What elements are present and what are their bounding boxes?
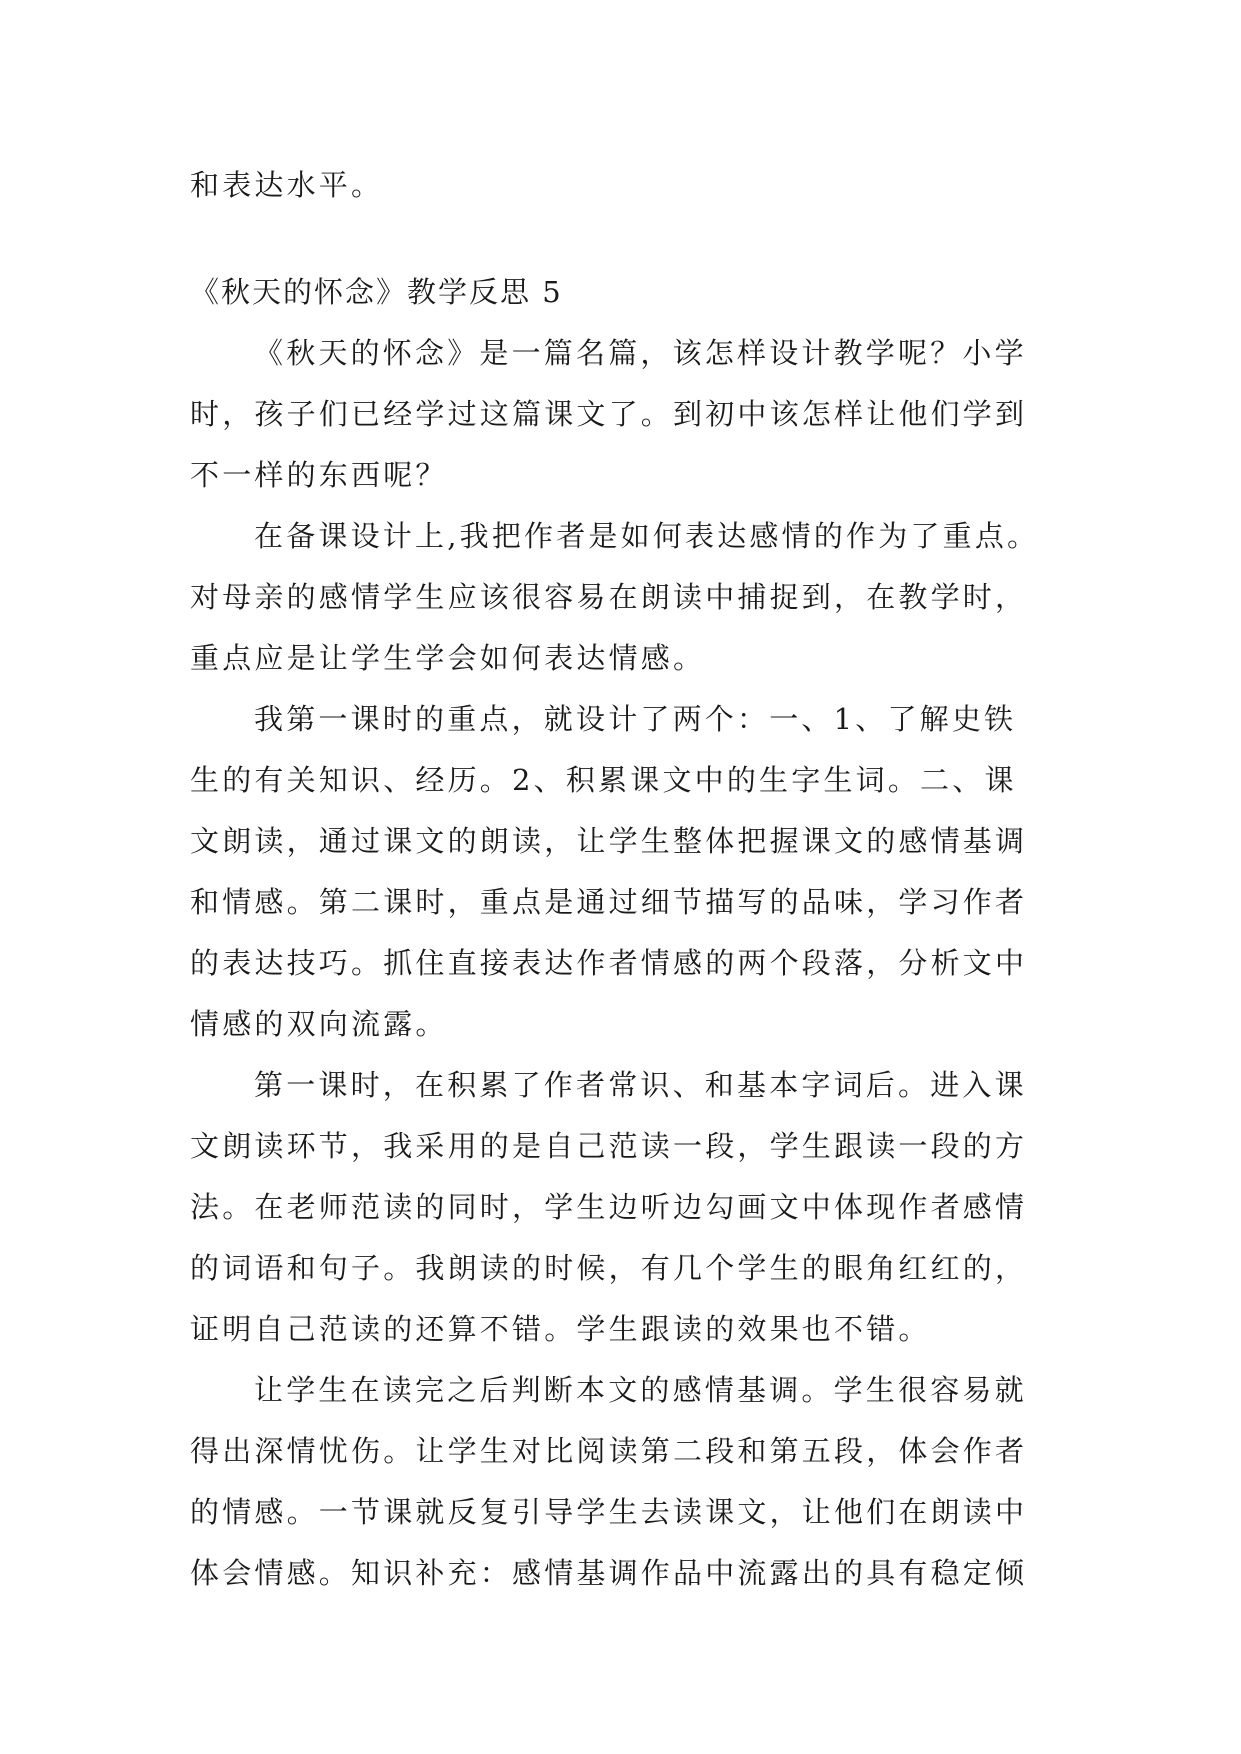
paragraph-line: 的词语和句子。我朗读的时候，有几个学生的眼角红红的， (190, 1251, 1028, 1285)
paragraph-line: 时，孩子们已经学过这篇课文了。到初中该怎样让他们学到 (190, 397, 1028, 431)
paragraph-line: 第一课时，在积累了作者常识、和基本字词后。进入课 (254, 1068, 1027, 1102)
paragraph-line: 得出深情忧伤。让学生对比阅读第二段和第五段，体会作者 (190, 1434, 1028, 1468)
paragraph-line: 对母亲的感情学生应该很容易在朗读中捕捉到，在教学时， (190, 580, 1028, 614)
document-page (190, 155, 1060, 1604)
paragraph-line: 我第一课时的重点，就设计了两个：一、1、了解史铁 (254, 702, 1017, 736)
paragraph-line: 让学生在读完之后判断本文的感情基调。学生很容易就 (254, 1373, 1027, 1407)
paragraph-3 (190, 689, 1060, 1055)
paragraph-line: 生的有关知识、经历。2、积累课文中的生字生词。二、课 (190, 763, 1017, 797)
paragraph-line: 文朗读，通过课文的朗读，让学生整体把握课文的感情基调 (190, 824, 1028, 858)
paragraph-line: 情感的双向流露。 (190, 1007, 448, 1041)
paragraph-line: 不一样的东西呢？ (190, 458, 448, 492)
paragraph-line: 法。在老师范读的同时，学生边听边勾画文中体现作者感情 (190, 1190, 1028, 1224)
paragraph-5 (190, 1360, 1060, 1604)
paragraph-line: 《秋天的怀念》是一篇名篇，该怎样设计教学呢？小学 (254, 336, 1027, 370)
paragraph-line: 和情感。第二课时，重点是通过细节描写的品味，学习作者 (190, 885, 1028, 919)
paragraph-line: 证明自己范读的还算不错。学生跟读的效果也不错。 (190, 1312, 931, 1346)
paragraph-2 (190, 506, 1060, 689)
section-spacer (190, 216, 1060, 262)
paragraph-line: 文朗读环节，我采用的是自己范读一段，学生跟读一段的方 (190, 1129, 1028, 1163)
continuation-line: 和表达水平。 (190, 168, 384, 202)
paragraph-4 (190, 1055, 1060, 1360)
section-title: 《秋天的怀念》教学反思 5 (190, 275, 563, 309)
paragraph-line: 在备课设计上,我把作者是如何表达感情的作为了重点。 (254, 519, 1040, 553)
paragraph-line: 重点应是让学生学会如何表达情感。 (190, 641, 706, 675)
paragraph-line: 的表达技巧。抓住直接表达作者情感的两个段落，分析文中 (190, 946, 1028, 980)
paragraph-1 (190, 323, 1060, 506)
paragraph-line: 的情感。一节课就反复引导学生去读课文，让他们在朗读中 (190, 1495, 1028, 1529)
paragraph-line: 体会情感。知识补充：感情基调作品中流露出的具有稳定倾 (190, 1556, 1028, 1590)
